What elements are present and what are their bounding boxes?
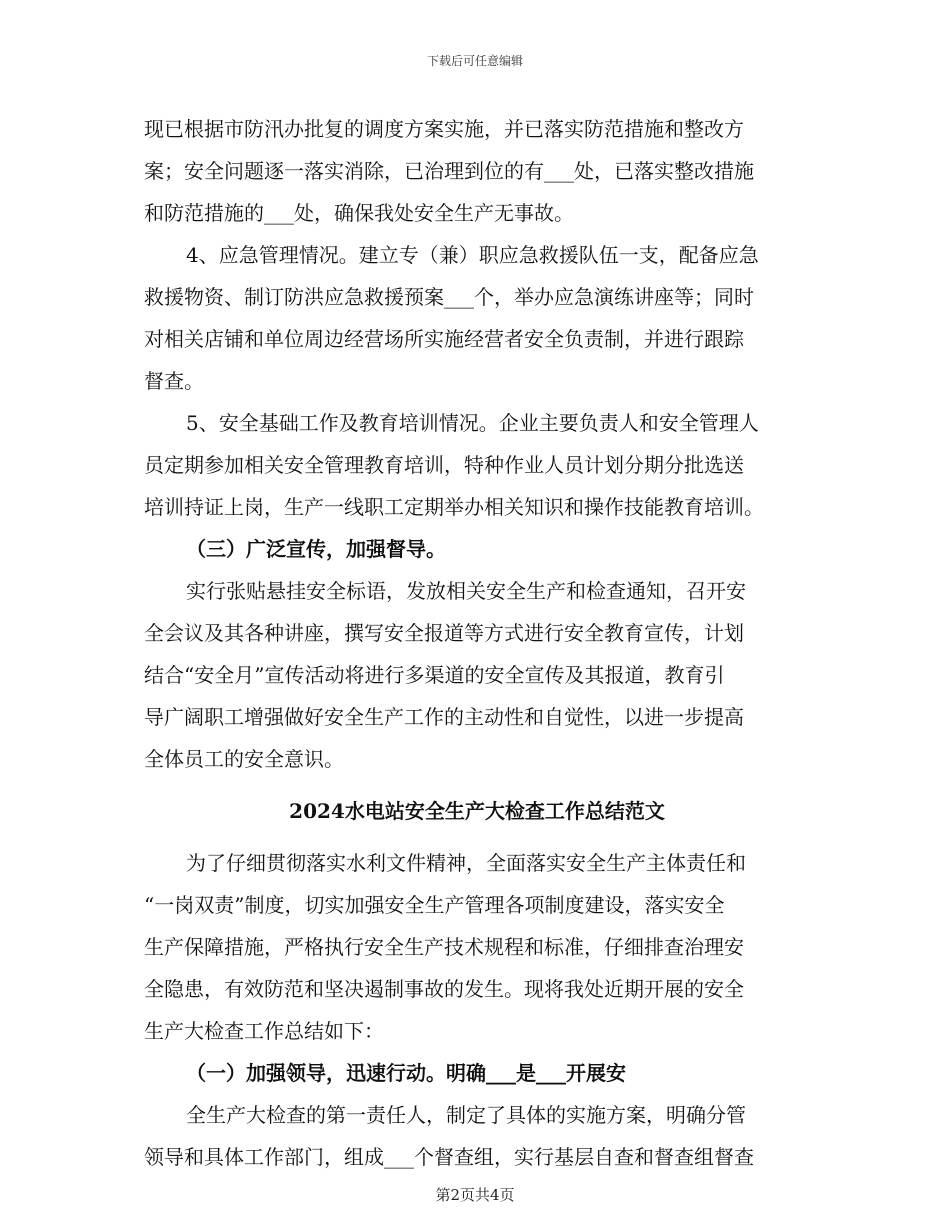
body-line: 领导和具体工作部门，组成___个督查组，实行基层自查和督查组督查 (144, 1145, 754, 1169)
section-heading: （三）广泛宣传，加强督导。 (186, 537, 446, 561)
body-line: 全生产大检查的第一责任人，制定了具体的实施方案，明确分管 (186, 1103, 746, 1127)
body-line: 现已根据市防汛办批复的调度方案实施，并已落实防范措施和整改方 (144, 117, 744, 141)
body-line: 员定期参加相关安全管理教育培训，特种作业人员计划分期分批选送 (144, 453, 744, 477)
body-line: 为了仔细贯彻落实水利文件精神，全面落实安全生产主体责任和 (186, 851, 746, 875)
document-title: 2024水电站安全生产大检查工作总结范文 (289, 799, 665, 823)
body-line: 全体员工的安全意识。 (144, 747, 344, 771)
page-header: 下载后可任意编辑 (426, 54, 523, 68)
body-line: 案；安全问题逐一落实消除，已治理到位的有___处，已落实整改措施 (144, 159, 754, 183)
body-line: “一岗双责”制度，切实加强安全生产管理各项制度建设，落实安全 (144, 893, 725, 917)
body-line: 救援物资、制订防洪应急救援预案___个，举办应急演练讲座等；同时 (144, 285, 754, 309)
body-line: 生产大检查工作总结如下： (144, 1019, 384, 1043)
page-footer: 第2页共4页 (435, 1186, 515, 1204)
body-line: 5、安全基础工作及教育培训情况。企业主要负责人和安全管理人 (186, 411, 759, 435)
body-line: 督查。 (144, 369, 204, 393)
body-line: 导广阔职工增强做好安全生产工作的主动性和自觉性，以进一步提高 (144, 705, 744, 729)
body-line: 和防范措施的___处，确保我处安全生产无事故。 (144, 201, 574, 225)
body-line: 对相关店铺和单位周边经营场所实施经营者安全负责制，并进行跟踪 (144, 327, 744, 351)
body-line: 生产保障措施，严格执行安全生产技术规程和标准，仔细排查治理安 (144, 935, 744, 959)
body-line: 全会议及其各种讲座，撰写安全报道等方式进行安全教育宣传，计划 (144, 621, 744, 645)
body-line: 结合“安全月”宣传活动将进行多渠道的安全宣传及其报道，教育引 (144, 663, 725, 687)
body-line: 全隐患，有效防范和坚决遏制事故的发生。现将我处近期开展的安全 (144, 977, 744, 1001)
section-heading: （一）加强领导，迅速行动。明确___是___开展安 (186, 1061, 626, 1085)
body-line: 实行张贴悬挂安全标语，发放相关安全生产和检查通知，召开安 (186, 579, 746, 603)
body-line: 培训持证上岗，生产一线职工定期举办相关知识和操作技能教育培训。 (144, 495, 764, 519)
body-line: 4、应急管理情况。建立专（兼）职应急救援队伍一支，配备应急 (186, 243, 759, 267)
document-body (144, 108, 810, 1178)
